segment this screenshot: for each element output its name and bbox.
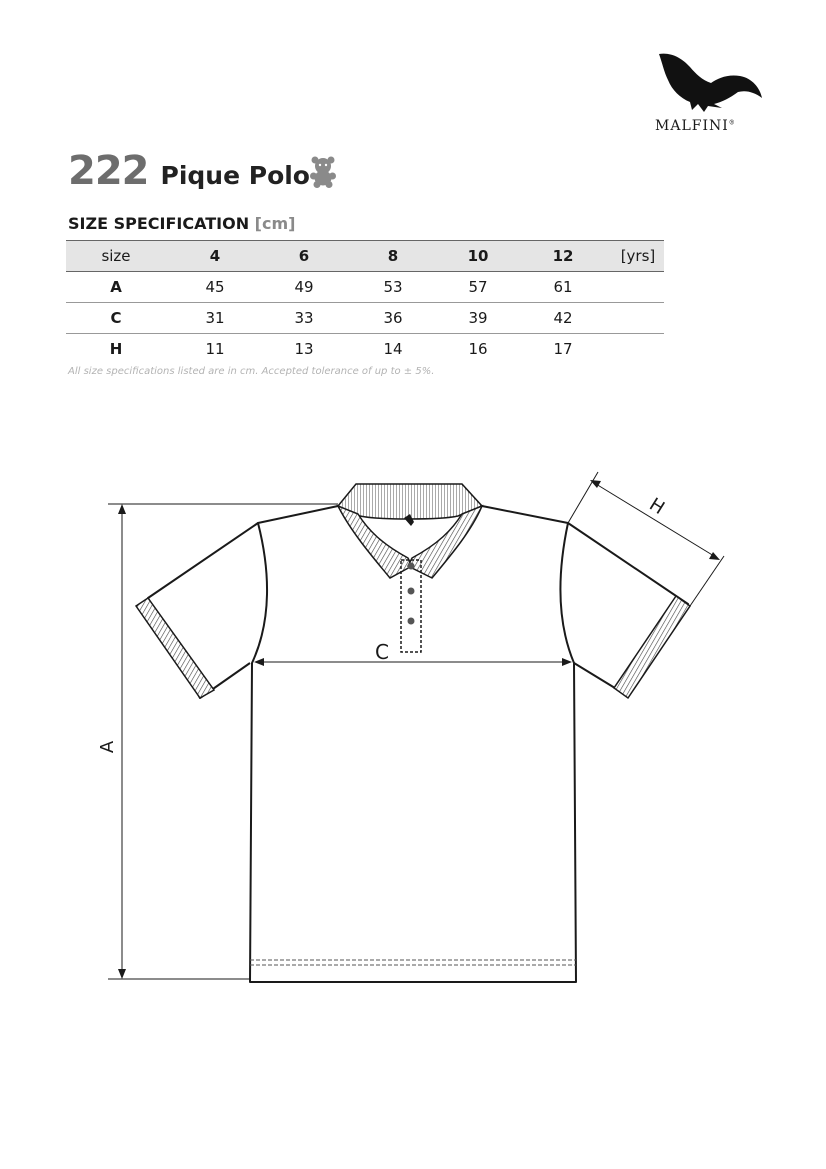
table-cell: 39 [442, 303, 514, 334]
brand-name: MALFINI® [655, 118, 736, 134]
teddy-bear-icon [310, 156, 336, 188]
button-icon [408, 563, 415, 570]
table-cell: 53 [344, 272, 442, 303]
product-title [68, 148, 310, 194]
table-cell: 33 [264, 303, 344, 334]
brand-logo [650, 50, 770, 140]
label-a: A [97, 740, 118, 754]
row-label: H [109, 340, 123, 358]
table-cell: 17 [553, 340, 573, 358]
table-cell: 16 [468, 340, 488, 358]
header-cell: 8 [344, 241, 442, 272]
product-name: Pique Polo [160, 161, 310, 190]
label-h: H [645, 494, 669, 519]
dimension-a [108, 504, 338, 979]
header-cell: 4 [166, 241, 264, 272]
table-cell: 31 [166, 303, 264, 334]
label-c: C [375, 640, 389, 664]
header-cell: size [66, 241, 166, 272]
table-cell: 11 [205, 340, 225, 358]
table-row [66, 334, 664, 365]
header-cell: [yrs] [612, 241, 664, 272]
table-cell: 49 [264, 272, 344, 303]
eagle-icon [656, 50, 762, 116]
table-cell: 14 [383, 340, 403, 358]
tolerance-note: All size specifications listed are in cm. Accepted tolerance of up to ± 5%. [68, 366, 435, 377]
product-number: 222 [68, 148, 149, 194]
table-cell: 45 [166, 272, 264, 303]
polo-measurement-diagram [0, 420, 826, 1020]
right-cuff [614, 596, 690, 698]
header-cell: 6 [264, 241, 344, 272]
row-label: A [66, 272, 166, 303]
table-cell: 36 [344, 303, 442, 334]
table-row [66, 303, 664, 334]
header-cell: 10 [442, 241, 514, 272]
polo-shirt-outline [148, 506, 688, 982]
collar-band [338, 484, 482, 519]
header-cell: 12 [514, 241, 612, 272]
table-cell: 57 [442, 272, 514, 303]
table-cell: 13 [294, 340, 314, 358]
size-table [66, 240, 664, 364]
size-spec-heading: SIZE SPECIFICATION [cm] [68, 214, 296, 233]
table-cell: 42 [514, 303, 612, 334]
table-row [66, 272, 664, 303]
table-cell: 61 [514, 272, 612, 303]
table-header-row [66, 241, 664, 272]
row-label: C [66, 303, 166, 334]
left-cuff [136, 598, 214, 698]
button-icon [408, 618, 415, 625]
placket [401, 560, 421, 652]
button-icon [408, 588, 415, 595]
